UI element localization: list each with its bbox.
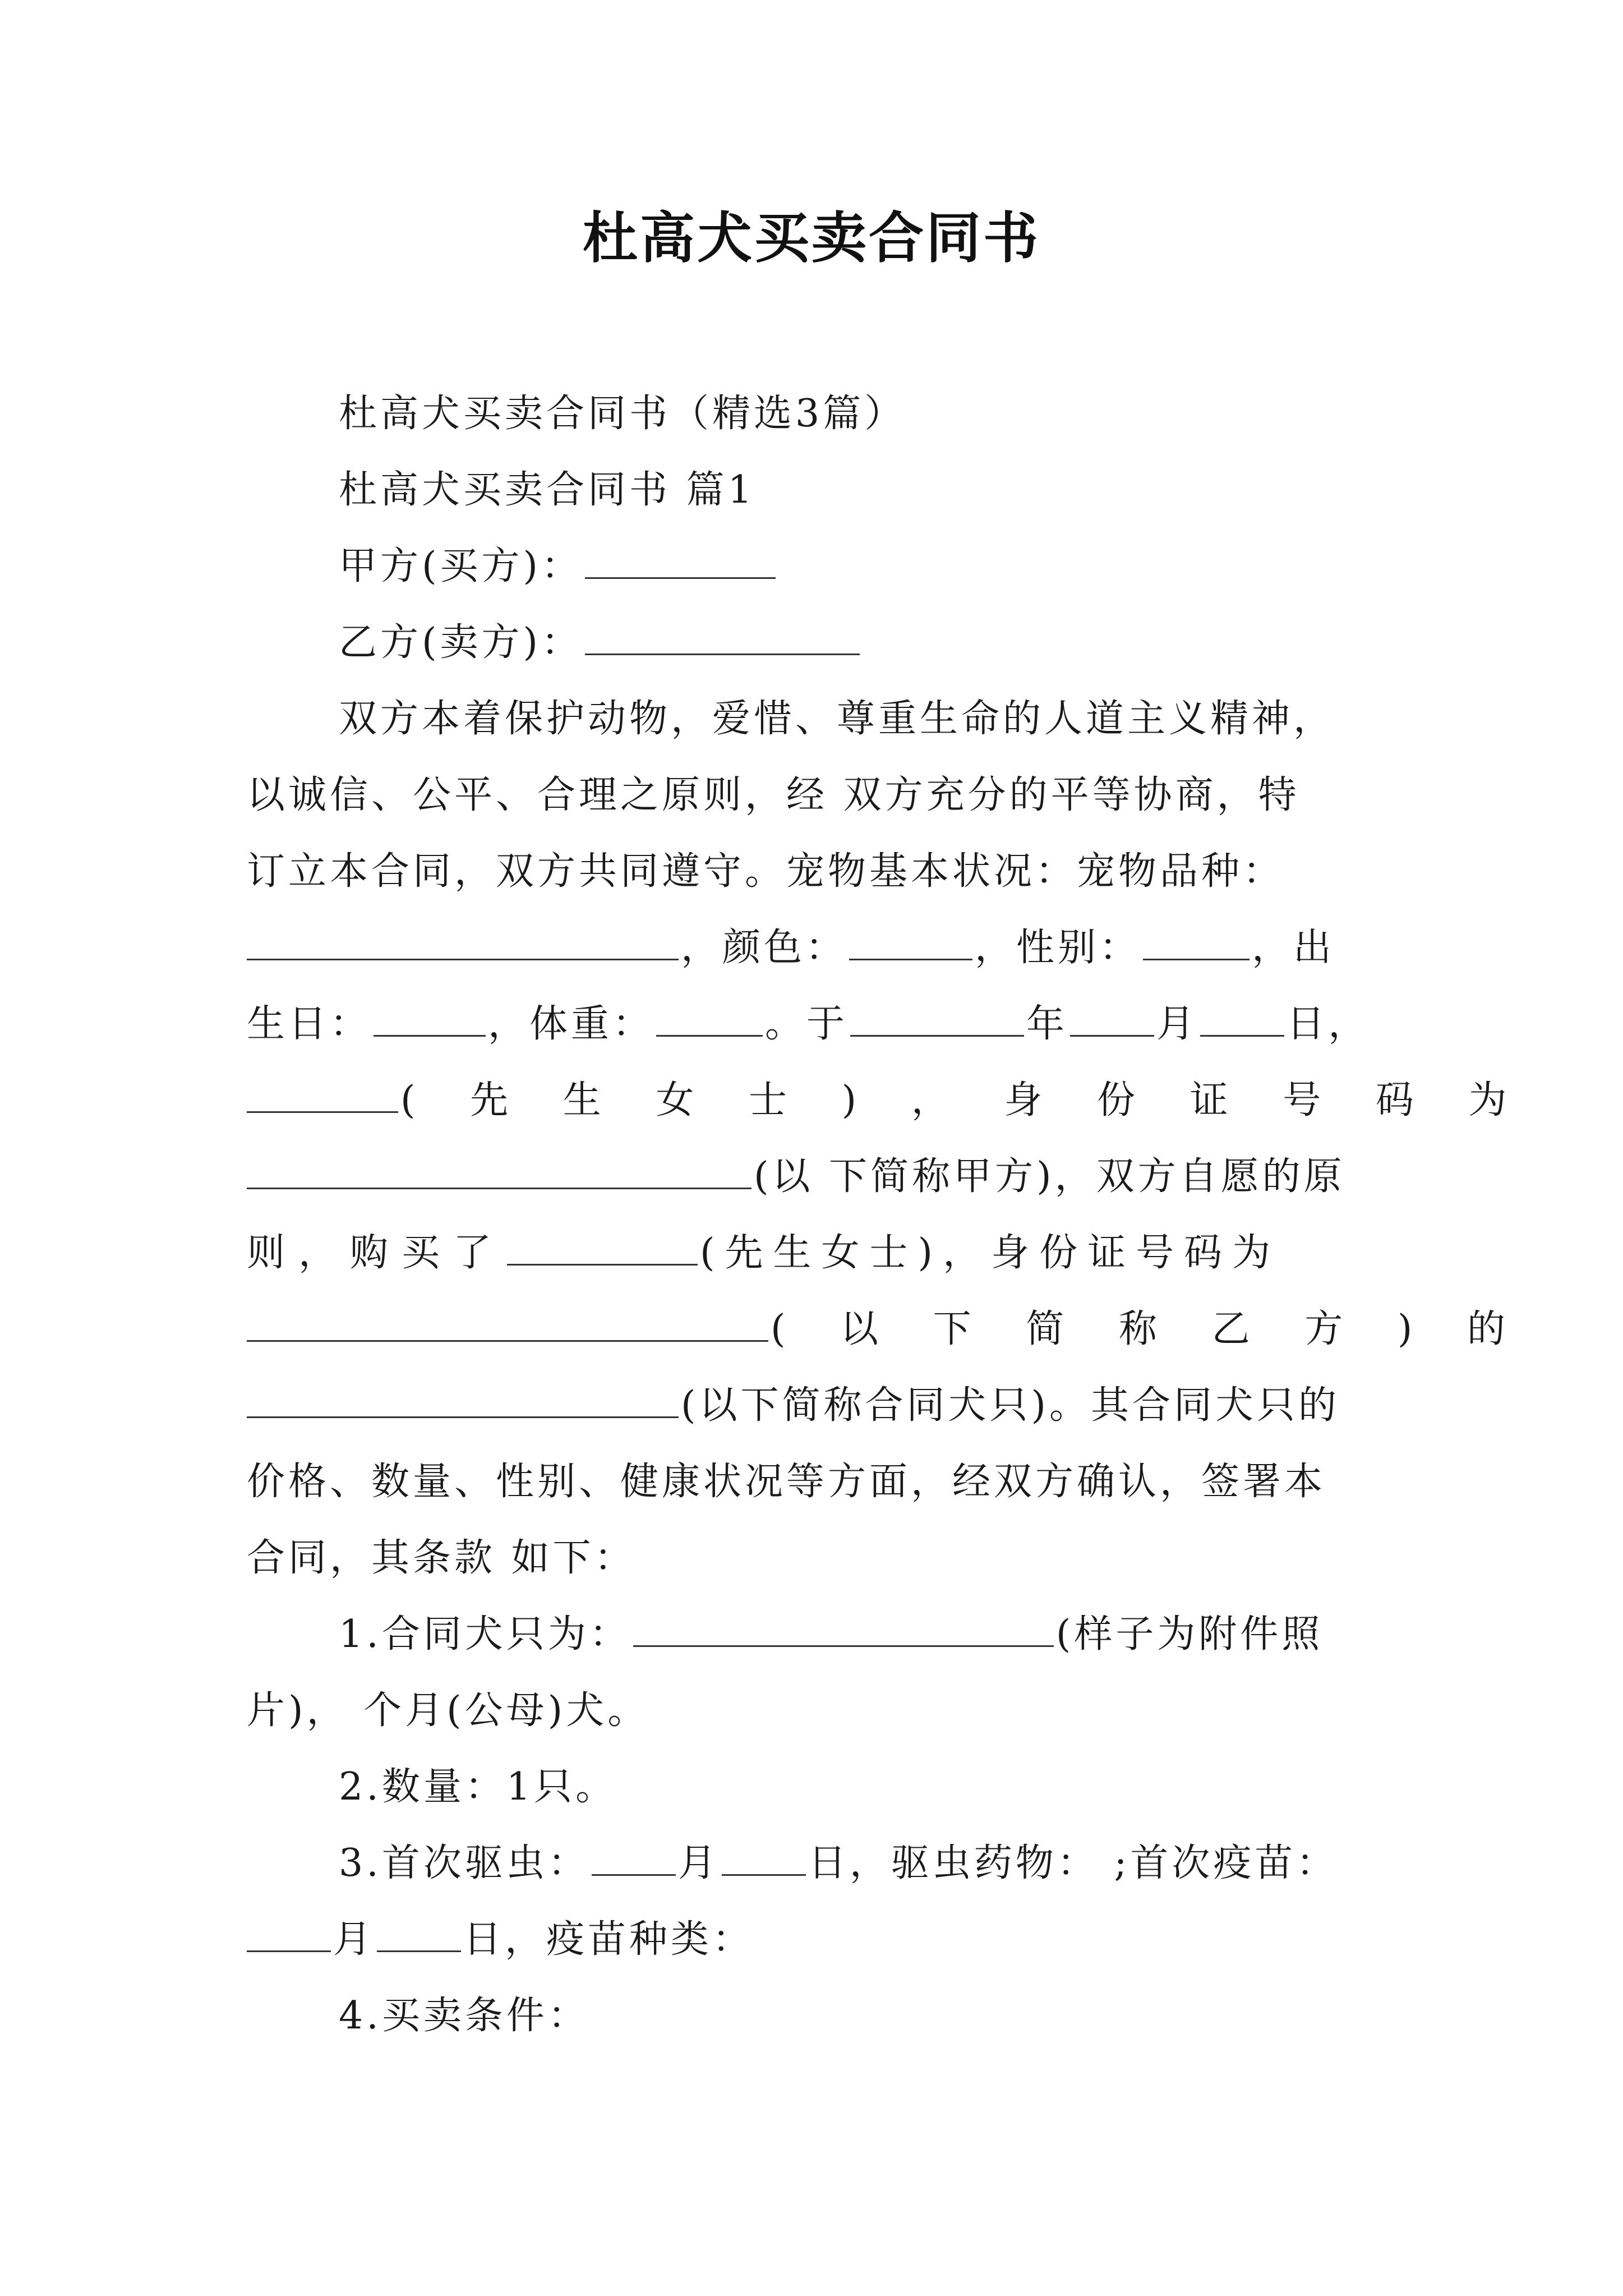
month-label: 月	[1156, 1002, 1198, 1046]
year-blank[interactable]	[850, 990, 1024, 1037]
subtitle: 杜高犬买卖合同书（精选3篇）	[339, 392, 906, 436]
dog-blank[interactable]	[247, 1372, 679, 1418]
birthday-blank[interactable]	[374, 990, 486, 1037]
paragraph-line: 合同，其条款 如下：	[247, 1536, 636, 1580]
breed-blank[interactable]	[247, 914, 679, 960]
party-a-blank[interactable]	[585, 532, 776, 579]
color-label: ，颜色：	[681, 926, 847, 970]
buyer-name-blank[interactable]	[247, 1066, 398, 1113]
paragraph-text: ，出	[1252, 926, 1335, 970]
day-blank[interactable]	[1200, 990, 1284, 1037]
paragraph-line	[247, 1291, 1527, 1368]
deworm-month-blank[interactable]	[592, 1829, 676, 1876]
paragraph-line	[247, 1368, 1380, 1444]
item-4-line: 4.买卖条件：	[339, 1994, 589, 2038]
paragraph-text: 日，疫苗种类：	[463, 1917, 754, 1962]
document-title: 杜高犬买卖合同书	[582, 206, 1040, 270]
day-label: 日，	[1287, 1002, 1370, 1046]
paragraph-text: (以 下简称甲方)，双方自愿的原	[754, 1154, 1345, 1199]
paragraph-line: 以诚信、公平、合理之原则，经 双方充分的平等协商，特	[247, 773, 1300, 817]
document-body	[247, 376, 1528, 2054]
paragraph-line: 订立本合同，双方共同遵守。宠物基本状况：宠物品种：	[247, 849, 1285, 894]
paragraph-line	[247, 910, 1380, 986]
paragraph-text: ( 以 下 简 称 乙 方 ) 的	[771, 1307, 1527, 1351]
month-label: 月	[333, 1917, 375, 1962]
month-blank[interactable]	[1070, 990, 1154, 1037]
paragraph-text: ( 先 生 女 士 ) ， 身 份 证 号 码 为	[400, 1078, 1528, 1122]
buyer-id-blank[interactable]	[247, 1143, 751, 1189]
party-b-label: 乙方(卖方)：	[339, 620, 583, 665]
vaccine-day-blank[interactable]	[377, 1906, 461, 1952]
paragraph-line: 双方本着保护动物，爱惜、尊重生命的人道主义精神，	[339, 697, 1335, 741]
seller-name-blank[interactable]	[507, 1219, 698, 1266]
paragraph-line	[247, 1215, 1380, 1291]
paragraph-text: 日，驱虫药物： ;首次疫苗：	[808, 1841, 1338, 1885]
paragraph-text: (样子为附件照	[1055, 1612, 1324, 1657]
paragraph-line	[247, 986, 1380, 1062]
year-label: 年	[1026, 1002, 1068, 1046]
item-1-line-2: 片)， 个月(公母)犬。	[247, 1688, 649, 1733]
paragraph-text: 则，购买了	[247, 1231, 505, 1275]
paragraph-text: (先生女士)，身份证号码为	[700, 1231, 1281, 1275]
party-a-line	[247, 528, 1380, 605]
party-b-line	[247, 605, 1380, 681]
weight-label: ，体重：	[488, 1002, 654, 1046]
paragraph-line: 价格、数量、性别、健康状况等方面，经双方确认，签署本	[247, 1460, 1326, 1504]
section-heading: 杜高犬买卖合同书 篇1	[339, 468, 755, 512]
sex-blank[interactable]	[1143, 914, 1249, 960]
item-1-line	[247, 1596, 1380, 1673]
item-3-line-2	[247, 1902, 1380, 1978]
deworm-day-blank[interactable]	[722, 1829, 806, 1876]
item-1-label: 1.合同犬只为：	[339, 1612, 631, 1657]
color-blank[interactable]	[849, 914, 972, 960]
weight-blank[interactable]	[656, 990, 763, 1037]
item-3-label: 3.首次驱虫：	[339, 1841, 589, 1885]
month-label: 月	[677, 1841, 720, 1885]
item-1-blank[interactable]	[633, 1600, 1054, 1647]
seller-id-blank[interactable]	[247, 1295, 768, 1342]
item-3-line	[247, 1825, 1380, 1902]
paragraph-text: 。于	[765, 1002, 849, 1046]
paragraph-line	[247, 1062, 1528, 1139]
sex-label: ，性别：	[975, 926, 1141, 970]
birthday-label: 生日：	[247, 1002, 372, 1046]
item-2-line: 2.数量：1只。	[339, 1765, 617, 1809]
party-b-blank[interactable]	[585, 609, 860, 655]
paragraph-line	[247, 1139, 1380, 1215]
vaccine-month-blank[interactable]	[247, 1906, 331, 1952]
paragraph-text: (以下简称合同犬只)。其合同犬只的	[681, 1383, 1340, 1428]
party-a-label: 甲方(买方)：	[339, 544, 583, 588]
